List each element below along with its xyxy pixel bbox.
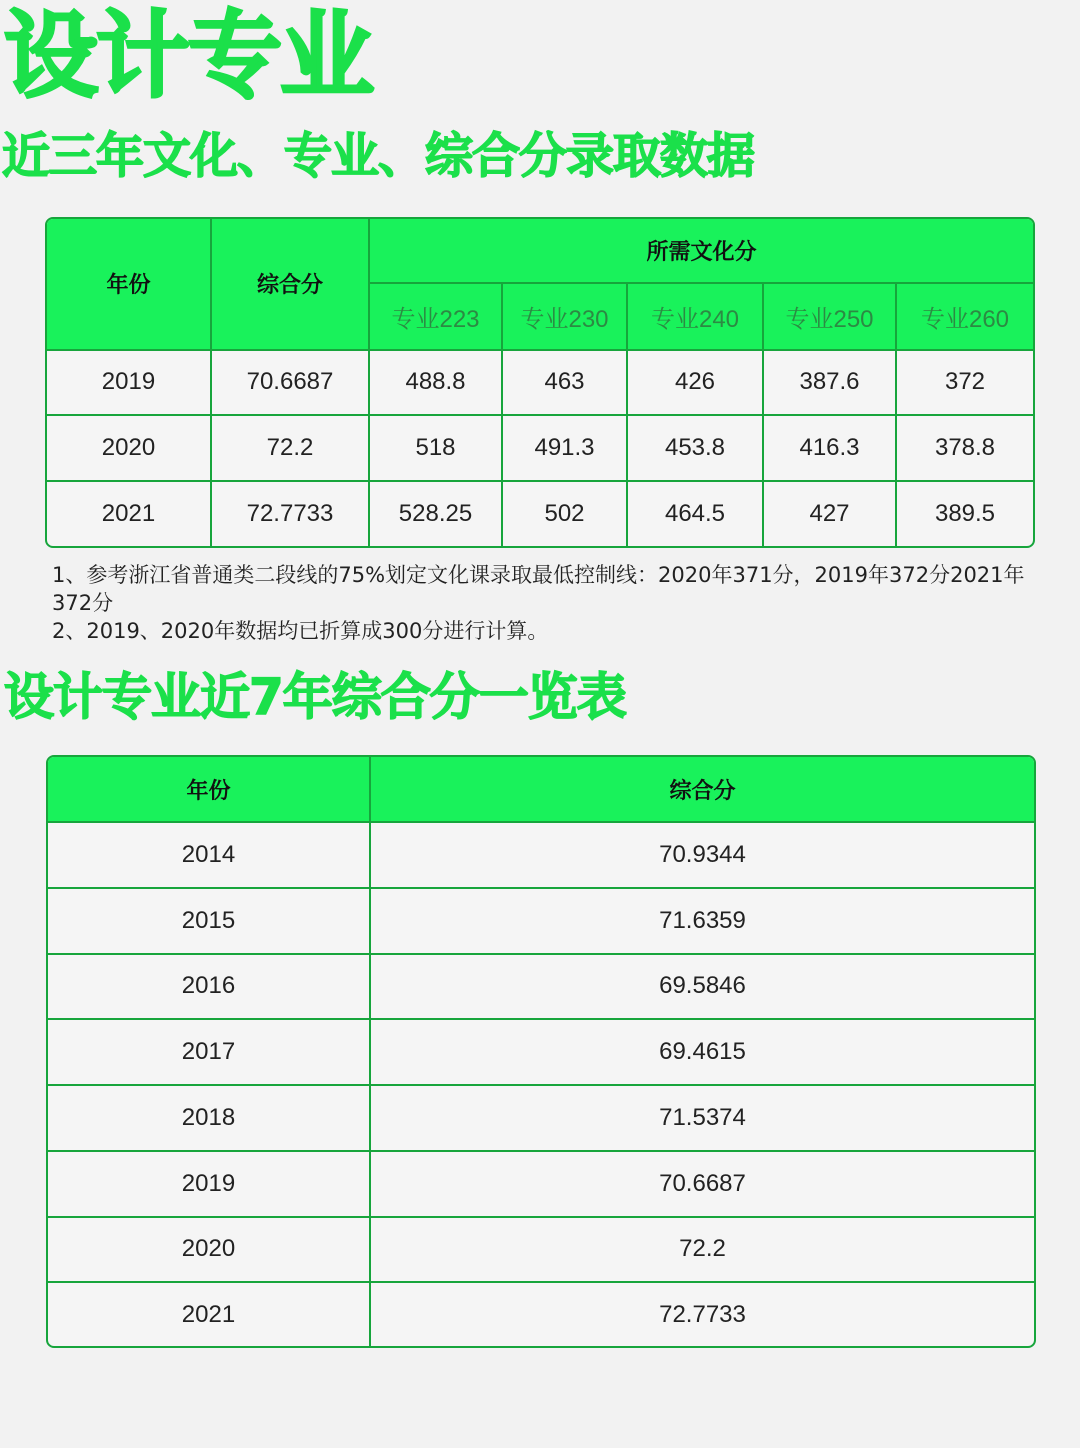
table-row	[48, 1217, 1034, 1283]
header-composite: 综合分	[211, 219, 369, 350]
year-cell: 2021	[48, 1282, 370, 1346]
composite-cell: 70.9344	[370, 822, 1034, 888]
score-cell: 502	[502, 481, 627, 546]
table-row	[48, 1019, 1034, 1085]
composite-cell: 69.4615	[370, 1019, 1034, 1085]
footnote-2: 2、2019、2020年数据均已折算成300分进行计算。	[52, 619, 549, 643]
header-major-260: 专业260	[896, 283, 1033, 349]
year-cell: 2021	[47, 481, 211, 546]
composite-cell: 72.2	[370, 1217, 1034, 1283]
composite-cell: 72.7733	[211, 481, 369, 546]
table-row	[47, 415, 1033, 480]
header-major-230: 专业230	[502, 283, 627, 349]
composite-cell: 71.6359	[370, 888, 1034, 954]
header-year: 年份	[47, 219, 211, 350]
year-cell: 2017	[48, 1019, 370, 1085]
year-cell: 2020	[47, 415, 211, 480]
table-row	[47, 481, 1033, 546]
composite-cell: 72.2	[211, 415, 369, 480]
footnotes	[52, 561, 1042, 645]
table-row	[48, 1282, 1034, 1346]
score-cell: 387.6	[763, 350, 896, 415]
score-cell: 518	[369, 415, 502, 480]
header-major-250: 专业250	[763, 283, 896, 349]
table-row	[47, 350, 1033, 415]
table-row	[48, 888, 1034, 954]
score-cell: 463	[502, 350, 627, 415]
footnote-1: 1、参考浙江省普通类二段线的75%划定文化课录取最低控制线：2020年371分，2019年372分2021年372分	[52, 563, 1025, 615]
score-cell: 372	[896, 350, 1033, 415]
year-cell: 2016	[48, 954, 370, 1020]
table-row	[48, 1085, 1034, 1151]
section-title: 设计专业近7年综合分一览表	[4, 668, 626, 726]
score-cell: 389.5	[896, 481, 1033, 546]
year-cell: 2020	[48, 1217, 370, 1283]
page-title: 设计专业	[4, 2, 373, 111]
composite-cell: 70.6687	[370, 1151, 1034, 1217]
year-cell: 2019	[48, 1151, 370, 1217]
score-cell: 427	[763, 481, 896, 546]
composite-cell: 70.6687	[211, 350, 369, 415]
header-year: 年份	[48, 757, 370, 822]
page-subtitle: 近三年文化、专业、综合分录取数据	[2, 128, 755, 184]
table-row	[48, 954, 1034, 1020]
score-cell: 491.3	[502, 415, 627, 480]
score-cell: 464.5	[627, 481, 763, 546]
year-cell: 2019	[47, 350, 211, 415]
header-composite: 综合分	[370, 757, 1034, 822]
year-cell: 2018	[48, 1085, 370, 1151]
score-cell: 488.8	[369, 350, 502, 415]
year-cell: 2015	[48, 888, 370, 954]
score-cell: 528.25	[369, 481, 502, 546]
year-cell: 2014	[48, 822, 370, 888]
header-major-223: 专业223	[369, 283, 502, 349]
header-culture-score: 所需文化分	[369, 219, 1033, 283]
score-cell: 426	[627, 350, 763, 415]
composite-cell: 72.7733	[370, 1282, 1034, 1346]
score-cell: 453.8	[627, 415, 763, 480]
composite-cell: 71.5374	[370, 1085, 1034, 1151]
score-cell: 378.8	[896, 415, 1033, 480]
score-cell: 416.3	[763, 415, 896, 480]
table-row	[48, 1151, 1034, 1217]
admission-scores-table	[45, 217, 1035, 548]
composite-cell: 69.5846	[370, 954, 1034, 1020]
table-row	[48, 822, 1034, 888]
composite-history-table	[46, 755, 1036, 1348]
header-major-240: 专业240	[627, 283, 763, 349]
